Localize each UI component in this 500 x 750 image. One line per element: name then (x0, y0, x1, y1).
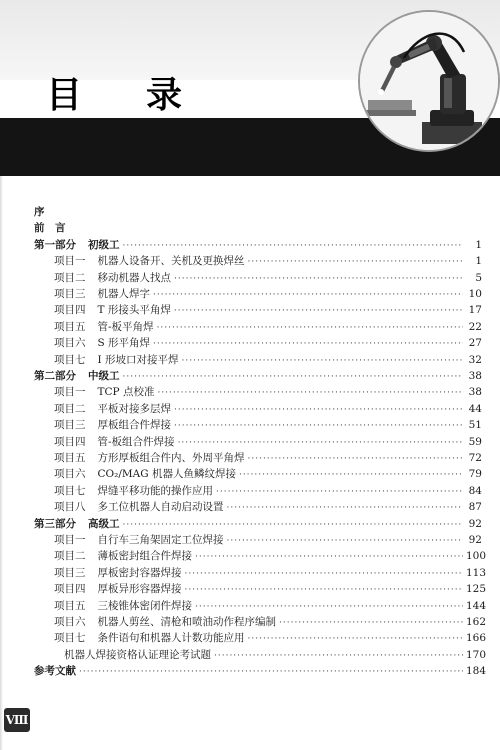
toc-entry[interactable] (54, 384, 482, 400)
toc-title: 条件语句和机器人计数功能应用 (97, 632, 245, 645)
toc-leader-dots (174, 402, 463, 418)
page-edge-shadow (0, 176, 3, 750)
toc-entry[interactable] (54, 270, 482, 286)
toc-title: S 形平角焊 (97, 337, 151, 350)
toc-title: I 形坡口对接平焊 (97, 353, 179, 366)
toc-title: 机器人焊字 (97, 288, 150, 300)
toc-entry[interactable] (54, 319, 482, 335)
toc-page-number: 162 (466, 616, 487, 628)
toc-label: 项目二 (54, 550, 86, 563)
toc-title: T 形接头平角焊 (97, 304, 171, 317)
toc-label: 项目七 (54, 484, 86, 497)
toc-title: 方形厚板组合件内、外周平角焊 (97, 452, 245, 464)
toc-label: 项目五 (54, 452, 86, 464)
toc-entry[interactable] (54, 614, 487, 630)
toc-title: 管-板平角焊 (97, 320, 154, 333)
toc-entry[interactable] (34, 663, 487, 679)
toc-label: 项目七 (54, 632, 86, 645)
toc-label: 前 言 (34, 222, 66, 235)
toc-label: 第一部分 (34, 238, 76, 251)
toc-label: 项目六 (54, 468, 86, 481)
toc-leader-dots (178, 435, 463, 451)
toc-page-number: 38 (468, 386, 482, 399)
toc-leader-dots (227, 533, 464, 549)
toc-label: 项目一 (54, 534, 86, 546)
toc-page-number: 38 (468, 370, 482, 382)
toc-leader-dots (123, 369, 464, 385)
toc-title: 移动机器人找点 (97, 271, 171, 284)
welding-robot-image (358, 10, 500, 152)
toc-page-number: 17 (468, 304, 482, 317)
toc-title: 机器人设备开、关机及更换焊丝 (97, 255, 245, 268)
toc-page-number: 72 (468, 452, 482, 464)
toc-entry[interactable] (54, 466, 482, 482)
toc-entry[interactable] (54, 499, 482, 515)
page-title: 目 录 (46, 75, 197, 116)
toc-page-number: 113 (466, 566, 487, 579)
toc-title: 机器人剪丝、清枪和喷油动作程序编制 (97, 616, 276, 628)
toc-page-number: 10 (468, 288, 482, 300)
toc-leader-dots (239, 467, 463, 483)
toc-page-number: 32 (468, 353, 482, 366)
toc-page-number: 144 (466, 599, 487, 612)
toc-page-number: 44 (468, 402, 482, 415)
toc-label: 项目三 (54, 566, 86, 579)
toc-title: 机器人焊接资格认证理论考试题 (64, 648, 211, 661)
toc-entry[interactable] (54, 286, 482, 302)
toc-leader-dots (157, 320, 463, 336)
toc-leader-dots (279, 615, 463, 631)
toc-leader-dots (79, 664, 463, 680)
toc-page-number: 92 (468, 534, 482, 546)
toc-leader-dots (214, 648, 463, 664)
toc-title: 厚板组合件焊接 (97, 419, 171, 432)
toc-entry[interactable] (54, 401, 482, 417)
toc-page-number: 100 (466, 550, 487, 563)
toc-leader-dots (174, 271, 463, 287)
toc-entry[interactable] (54, 548, 487, 564)
toc-entry[interactable] (34, 368, 482, 384)
toc-page-number: 87 (468, 501, 482, 514)
toc-title: 中级工 (88, 370, 120, 382)
toc-entry[interactable] (54, 532, 482, 548)
toc-label: 项目四 (54, 304, 86, 317)
toc-leader-dots (248, 451, 464, 467)
toc-leader-dots (195, 599, 463, 615)
toc-entry[interactable] (54, 253, 482, 269)
toc-entry[interactable] (54, 450, 482, 466)
toc-label: 参考文献 (34, 665, 76, 678)
toc-entry[interactable] (54, 483, 482, 499)
toc-leader-dots (174, 418, 463, 434)
toc-label: 项目四 (54, 583, 86, 596)
toc-leader-dots (216, 484, 463, 500)
toc-label: 序 (34, 206, 45, 218)
toc-page-number: 5 (475, 271, 482, 284)
toc-label: 项目三 (54, 419, 86, 432)
toc-title: 厚板密封容器焊接 (97, 566, 182, 579)
toc-label: 项目一 (54, 386, 86, 399)
toc-page-number: 22 (468, 320, 482, 333)
toc-title: 多工位机器人自动启动设置 (97, 501, 224, 514)
toc-leader-dots (174, 303, 463, 319)
toc-label: 项目四 (54, 435, 86, 448)
toc-label: 项目三 (54, 288, 86, 300)
toc-entry[interactable] (54, 598, 487, 614)
toc-label: 项目五 (54, 599, 86, 612)
welding-robot-icon (360, 12, 498, 150)
toc-entry[interactable] (34, 516, 482, 532)
toc-leader-dots (123, 238, 464, 254)
toc-leader-dots (153, 287, 463, 303)
toc-label: 项目六 (54, 337, 86, 350)
toc-title: TCP 点校准 (97, 386, 155, 399)
toc-leader-dots (182, 353, 464, 369)
toc-leader-dots (185, 582, 464, 598)
toc-leader-dots (153, 336, 463, 352)
toc-leader-dots (123, 517, 464, 533)
toc-entry[interactable] (34, 204, 482, 220)
toc-page-number: 27 (468, 337, 482, 350)
toc-leader-dots (195, 549, 463, 565)
toc-title: 薄板密封组合件焊接 (97, 550, 192, 563)
toc-entry[interactable] (54, 647, 487, 663)
toc-title: 厚板异形容器焊接 (97, 583, 182, 596)
toc-label: 项目六 (54, 616, 86, 628)
toc-title: 初级工 (88, 238, 120, 251)
toc-page-number: 184 (466, 665, 487, 678)
toc-title: 高级工 (88, 517, 120, 530)
toc-entry[interactable] (54, 417, 482, 433)
toc-label: 项目二 (54, 271, 86, 284)
toc-page-number: 166 (466, 632, 487, 645)
toc-page-number: 170 (466, 648, 487, 661)
toc-page-number: 51 (468, 419, 482, 432)
toc-label: 第二部分 (34, 370, 76, 382)
toc-entry[interactable] (54, 335, 482, 351)
toc-page-number: 92 (468, 517, 482, 530)
toc-page-number: 125 (466, 583, 487, 596)
toc-leader-dots (227, 500, 464, 516)
toc-entry[interactable] (34, 237, 482, 253)
toc-label: 项目五 (54, 320, 86, 333)
toc-entry[interactable] (54, 352, 482, 368)
toc-title: 管-板组合件焊接 (97, 435, 175, 448)
toc-title: 平板对接多层焊 (97, 402, 171, 415)
toc-entry[interactable] (54, 565, 487, 581)
toc-label: 项目一 (54, 255, 86, 268)
toc-title: 三棱锥体密闭件焊接 (97, 599, 192, 612)
toc-leader-dots (248, 631, 464, 647)
toc-title: 焊缝平移功能的操作应用 (97, 484, 213, 497)
toc-label: 项目二 (54, 402, 86, 415)
toc-entry[interactable] (54, 434, 482, 450)
toc-leader-dots (248, 254, 464, 270)
toc-leader-dots (157, 385, 463, 401)
toc-entry[interactable] (54, 302, 482, 318)
toc-leader-dots (185, 566, 464, 582)
toc-entry[interactable] (54, 581, 487, 597)
toc-page-number: 84 (468, 484, 482, 497)
toc-entry[interactable] (34, 220, 482, 236)
toc-label: 第三部分 (34, 517, 76, 530)
toc-entry[interactable] (54, 630, 487, 646)
toc-label: 项目八 (54, 501, 86, 514)
toc-title: CO₂/MAG 机器人鱼鳞纹焊接 (97, 468, 236, 481)
toc-label: 项目七 (54, 353, 86, 366)
toc-page-number: 1 (475, 255, 482, 268)
toc-page-number: 79 (468, 468, 482, 481)
page-number: Ⅷ (4, 708, 30, 732)
toc-page-number: 59 (468, 435, 482, 448)
toc-page-number: 1 (475, 238, 482, 251)
toc-title: 自行车三角架固定工位焊接 (97, 534, 224, 546)
